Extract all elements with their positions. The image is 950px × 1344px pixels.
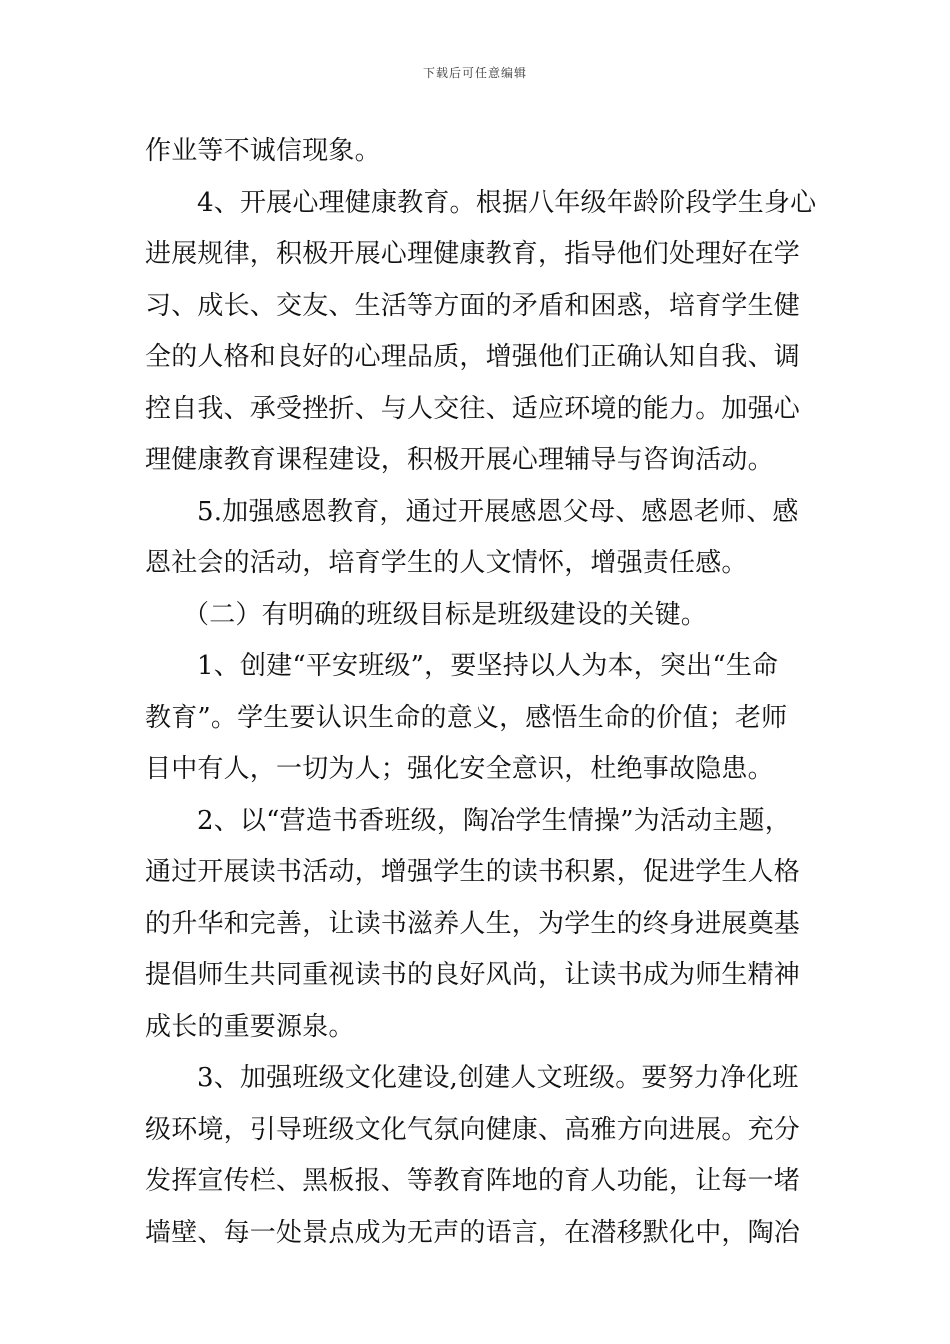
text-line: 习、成长、交友、生活等方面的矛盾和困惑，培育学生健 <box>145 290 801 321</box>
text-line: 成长的重要源泉。 <box>145 1011 355 1042</box>
text-line: 1、创建“平安班级”，要坚持以人为本，突出“生命 <box>197 651 779 681</box>
section-heading: （二）有明确的班级目标是班级建设的关键。 <box>183 599 708 630</box>
text-line: 提倡师生共同重视读书的良好风尚，让读书成为师生精神 <box>145 960 801 990</box>
text-line: 理健康教育课程建设，积极开展心理辅导与咨询活动。 <box>145 445 774 475</box>
document-body <box>145 126 815 1259</box>
text-line: 作业等不诚信现象。 <box>145 136 381 166</box>
text-line: 2、以“营造书香班级，陶冶学生情操”为活动主题， <box>197 805 791 836</box>
text-line: 目中有人，一切为人；强化安全意识，杜绝事故隐患。 <box>145 754 774 784</box>
text-line: 控自我、承受挫折、与人交往、适应环境的能力。加强心 <box>145 393 801 424</box>
text-line: 的升华和完善，让读书滋养人生，为学生的终身进展奠基 <box>145 908 801 939</box>
text-line: 发挥宣传栏、黑板报、等教育阵地的育人功能，让每一堵 <box>145 1166 801 1196</box>
text-line: 级环境，引导班级文化气氛向健康、高雅方向进展。充分 <box>145 1114 801 1145</box>
text-line: 墙壁、每一处景点成为无声的语言，在潜移默化中，陶冶 <box>145 1217 801 1248</box>
text-line: 恩社会的活动，培育学生的人文情怀，增强责任感。 <box>145 548 748 578</box>
text-line: 3、加强班级文化建设,创建人文班级。要努力净化班 <box>197 1063 799 1093</box>
text-line: 通过开展读书活动，增强学生的读书积累，促进学生人格 <box>145 857 801 887</box>
text-line: 教育”。学生要认识生命的意义，感悟生命的价值；老师 <box>145 702 788 733</box>
text-line: 全的人格和良好的心理品质，增强他们正确认知自我、调 <box>145 342 801 372</box>
text-line: 进展规律，积极开展心理健康教育，指导他们处理好在学 <box>145 239 801 269</box>
page-header: 下载后可任意编辑 <box>422 66 527 80</box>
text-line: 4、开展心理健康教育。根据八年级年龄阶段学生身心 <box>197 187 817 218</box>
text-line: 5.加强感恩教育，通过开展感恩父母、感恩老师、感 <box>197 496 799 527</box>
